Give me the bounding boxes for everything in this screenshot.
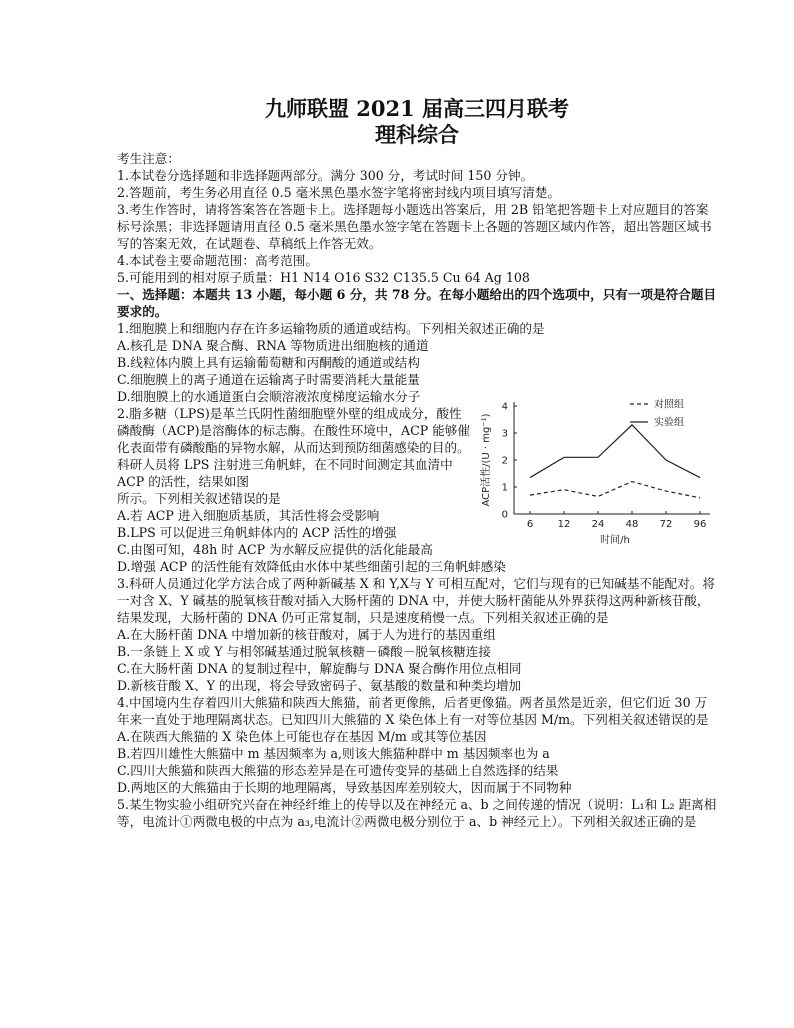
notice-item: 2.答题前，考生务必用直径 0.5 毫米黑色墨水签字笔将密封线内项目填写清楚。 [117, 185, 561, 200]
question-option: B.LPS 可以促进三角帆蚌体内的 ACP 活性的增强 [117, 525, 397, 540]
series-line [530, 482, 700, 498]
exam-title: 九师联盟 2021 届高三四月联考 [264, 96, 570, 121]
question-option: D.增强 ACP 的活性能有效降低由水体中某些细菌引起的三角帆蚌感染 [117, 559, 506, 574]
notice-item: 4.本试卷主要命题范围：高考范围。 [117, 253, 318, 268]
question-option: C.四川大熊猫和陕西大熊猫的形态差异是在可遗传变异的基础上自然选择的结果 [117, 763, 559, 778]
chart-legend [630, 398, 684, 429]
x-tick-label: 72 [659, 519, 673, 530]
question-option: D.两地区的大熊猫由于长期的地理隔离，导致基因库差别较大，因而属于不同物种 [117, 780, 572, 795]
question-option: D.新核苷酸 X、Y 的出现，将会导致密码子、氨基酸的数量和种类均增加 [117, 678, 522, 693]
series-line [530, 425, 700, 478]
x-tick-label: 96 [693, 519, 707, 530]
question-option: C.由图可知，48h 时 ACP 为水解反应提供的活化能最高 [117, 542, 433, 557]
question-stem: 2.脂多糖（LPS)是革兰氏阴性菌细胞壁外壁的组成成分，酸性磷酸酶（ACP)是溶酶体的标志酶。在酸性环境中，ACP 能够催化表面带有磷酸酯的异物水解，从而达到预防细菌感染的目的。科研人员将 LPS 注射进三角帆蚌，在不同时间测定其血清中 ACP 的活性，结果如图 [117, 406, 470, 489]
question-stem: 5.某生物实验小组研究兴奋在神经纤维上的传导以及在神经元 a、b 之间传递的情况（说明：L₁和 L₂ 距离相等，电流计①两微电极的中点为 a₃,电流计②两微电极分别位于 a、b 神经元上）。下列相关叙述正确的是 [117, 797, 717, 829]
x-tick-label: 48 [625, 519, 639, 530]
notice-item: 3.考生作答时，请将答案答在答题卡上。选择题每小题选出答案后，用 2B 铅笔把答题卡上对应题目的答案标号涂黑；非选择题请用直径 0.5 毫米黑色墨水签字笔在答题卡上各题的答题区域内作答，超出答题区域书写的答案无效，在试题卷、草稿纸上作答无效。 [117, 202, 712, 251]
notice-item: 1.本试卷分选择题和非选择题两部分。满分 300 分，考试时间 150 分钟。 [117, 168, 534, 183]
question-stem: 3.科研人员通过化学方法合成了两种新碱基 X 和 Y,X与 Y 可相互配对，它们与现有的已知碱基不能配对。将一对含 X、Y 碱基的脱氧核苷酸对插入大肠杆菌的 DNA 中，并使大肠杆菌能从外界获得这两种新核苷酸，结果发现，大肠杆菌的 DNA 仍可正常复制，只是速度稍慢一点。下列相关叙述正确的是 [117, 576, 715, 625]
y-tick-label: 2 [501, 455, 508, 467]
x-tick-label: 24 [591, 519, 605, 530]
section-heading: 一、选择题：本题共 13 小题，每小题 6 分，共 78 分。在每小题给出的四个选项中，只有一项是符合题目要求的。 [117, 287, 717, 319]
x-tick-label: 6 [526, 519, 534, 530]
y-tick-label: 4 [501, 401, 508, 413]
question-stem: 1.细胞膜上和细胞内存在许多运输物质的通道或结构。下列相关叙述正确的是 [117, 321, 545, 336]
x-axis-label: 时间/h [600, 535, 630, 546]
y-tick-group [502, 402, 517, 521]
legend-label: 对照组 [654, 399, 684, 411]
series-group [530, 425, 700, 498]
question-option: A.若 ACP 进入细胞质基质，其活性将会受影响 [117, 508, 380, 523]
question-option: B.一条链上 X 或 Y 与相邻碱基通过脱氧核糖－磷酸－脱氧核糖连接 [117, 644, 491, 659]
notice-item: 5.可能用到的相对原子质量：H1 N14 O16 S32 C135.5 Cu 64 Ag 108 [117, 270, 530, 285]
question-option: A.在大肠杆菌 DNA 中增加新的核苷酸对，属于人为进行的基因重组 [117, 627, 496, 642]
question-option: A.核孔是 DNA 聚合酶、RNA 等物质进出细胞核的通道 [117, 338, 429, 353]
question-option: A.在陕西大熊猫的 X 染色体上可能也存在基因 M/m 或其等位基因 [117, 729, 487, 744]
notice-heading: 考生注意： [117, 151, 180, 166]
question-stem: 4.中国境内生存着四川大熊猫和陕西大熊猫，前者更像熊，后者更像猫。两者虽然是近亲，但它们近 30 万年来一直处于地理隔离状态。已知四川大熊猫的 X 染色体上有一对等位基因 M/m。下列相关叙述错误的是 [117, 695, 709, 727]
y-axis-label: ACP活性/(U · mg⁻¹) [481, 413, 492, 507]
y-tick-label: 3 [501, 428, 508, 440]
legend-label: 实验组 [654, 417, 684, 429]
question-stem-end: 所示。下列相关叙述错误的是 [117, 491, 281, 506]
exam-subtitle: 理科综合 [375, 122, 459, 147]
question-option: B.线粒体内膜上具有运输葡萄糖和丙酮酸的通道或结构 [117, 355, 420, 370]
question-option: B.若四川雄性大熊猫中 m 基因频率为 a,则该大熊猫种群中 m 基因频率也为 a [117, 746, 550, 761]
y-tick-label: 1 [501, 482, 508, 494]
y-tick-label: 0 [501, 509, 508, 521]
x-tick-label: 12 [557, 519, 571, 530]
question-option: C.细胞膜上的离子通道在运输离子时需要消耗大量能量 [117, 372, 420, 387]
question-option: C.在大肠杆菌 DNA 的复制过程中，解旋酶与 DNA 聚合酶作用位点相同 [117, 661, 522, 676]
acp-activity-chart [478, 396, 718, 551]
question-option: D.细胞膜上的水通道蛋白会顺溶液浓度梯度运输水分子 [117, 389, 421, 404]
